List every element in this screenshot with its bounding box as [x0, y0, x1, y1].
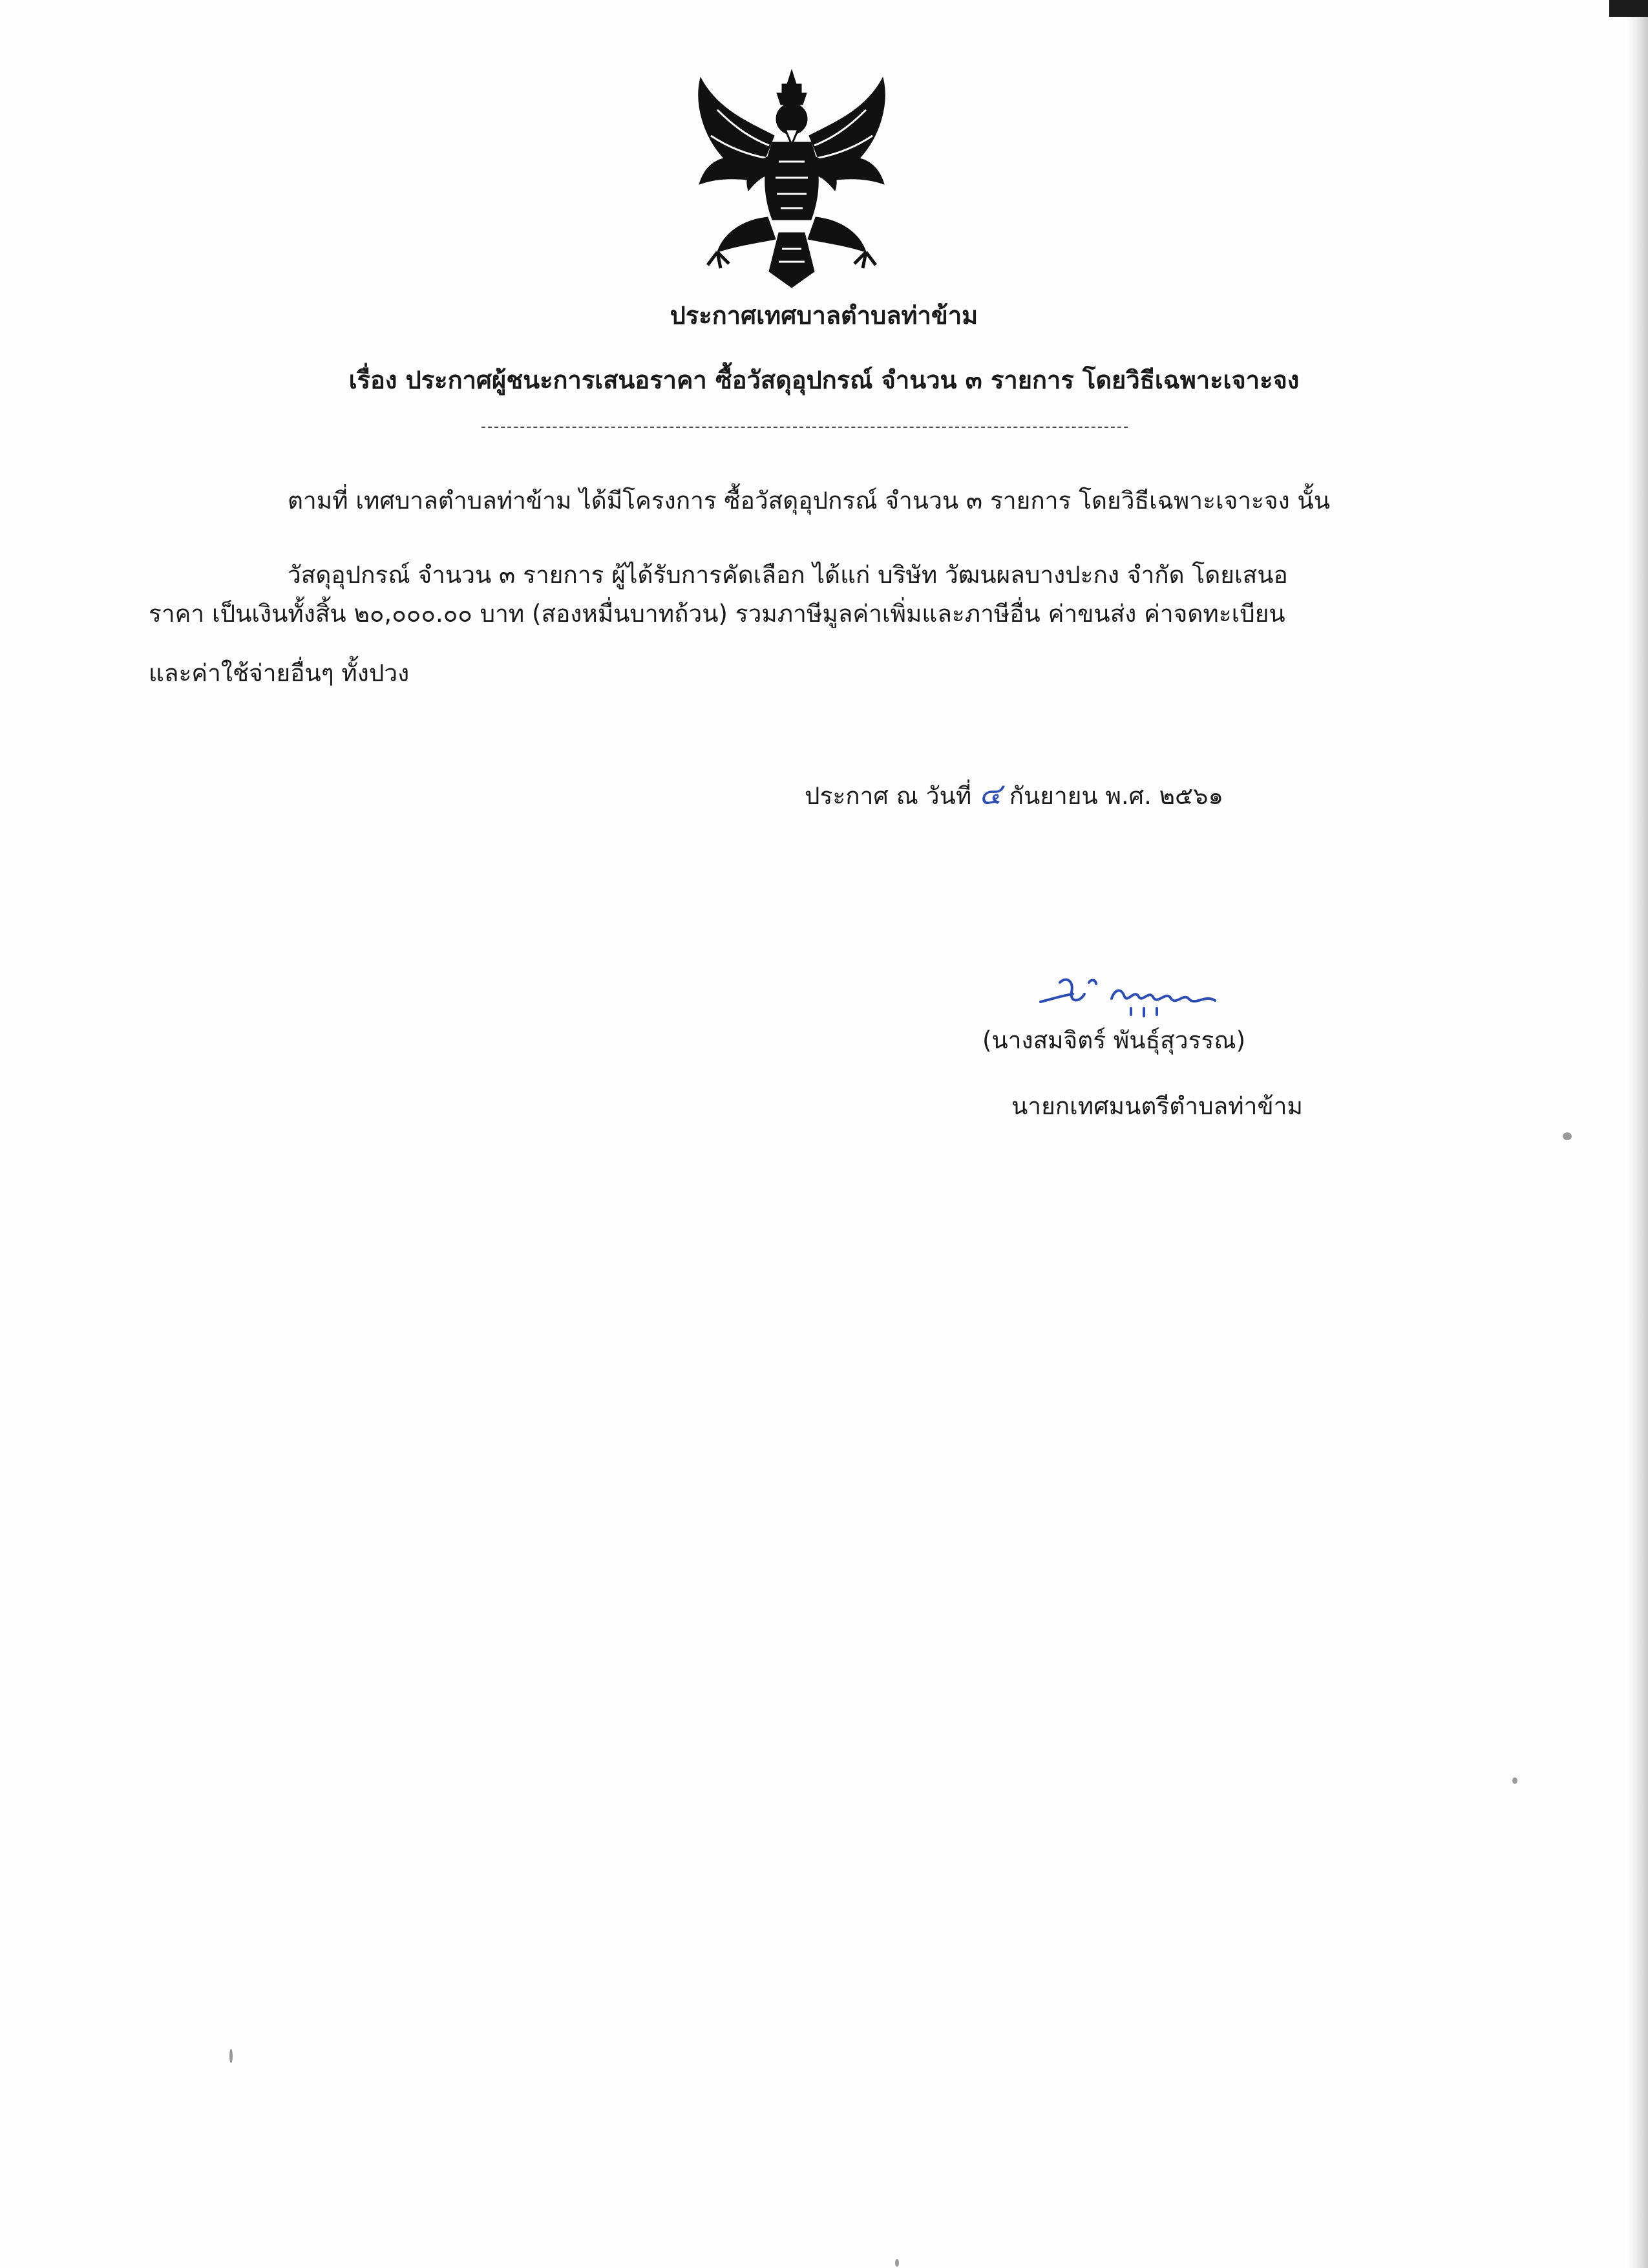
date-prefix: ประกาศ ณ วันที่ — [805, 782, 972, 810]
announcement-subject: เรื่อง ประกาศผู้ชนะการเสนอราคา ซื้อวัสดุอุปกรณ์ จำนวน ๓ รายการ โดยวิธีเฉพาะเจาะจง — [348, 366, 1300, 394]
signer-name: (นางสมจิตร์ พันธุ์สุวรรณ) — [982, 1026, 1246, 1054]
body-line-1: ตามที่ เทศบาลตำบลท่าข้าม ได้มีโครงการ ซื้อวัสดุอุปกรณ์ จำนวน ๓ รายการ โดยวิธีเฉพาะเจาะจง นั้น — [288, 487, 1331, 514]
scan-speck — [1512, 1777, 1517, 1784]
announcement-date — [805, 774, 1223, 816]
scan-speck — [895, 2259, 899, 2267]
announcement-title: ประกาศเทศบาลตำบลท่าข้าม — [670, 301, 978, 330]
signer-position: นายกเทศมนตรีตำบลท่าข้าม — [1011, 1092, 1303, 1120]
body-line-4: และค่าใช้จ่ายอื่นๆ ทั้งปวง — [149, 659, 410, 687]
garuda-emblem-icon — [692, 65, 892, 297]
date-suffix: กันยายน พ.ศ. ๒๕๖๑ — [1009, 782, 1223, 810]
body-line-3: ราคา เป็นเงินทั้งสิ้น ๒๐,๐๐๐.๐๐ บาท (สองหมื่นบาทถ้วน) รวมภาษีมูลค่าเพิ่มและภาษีอื่น ค่าขนส่ง ค่าจดทะเบียน — [149, 600, 1285, 628]
scan-edge — [1626, 0, 1648, 2268]
date-day-handwritten: ๔ — [978, 776, 1002, 811]
scan-corner — [1609, 0, 1648, 17]
scan-speck — [1563, 1132, 1572, 1140]
signature-icon — [1034, 963, 1228, 1021]
body-line-2: วัสดุอุปกรณ์ จำนวน ๓ รายการ ผู้ได้รับการคัดเลือก ได้แก่ บริษัท วัฒนผลบางปะกง จำกัด โดยเสนอ — [288, 561, 1288, 589]
scan-speck — [229, 2049, 233, 2063]
divider — [481, 427, 1128, 428]
